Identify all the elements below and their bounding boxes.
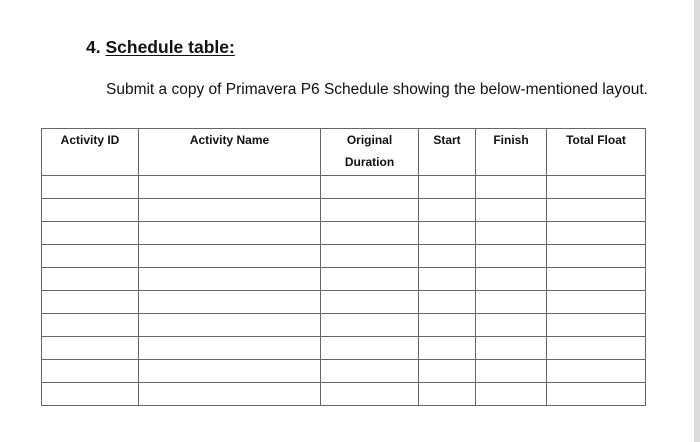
table-cell [139, 176, 321, 199]
column-header-finish: Finish [476, 129, 547, 176]
table-cell [547, 245, 646, 268]
column-header-start: Start [419, 129, 476, 176]
table-cell [139, 268, 321, 291]
table-cell [321, 337, 419, 360]
table-cell [419, 314, 476, 337]
column-header-original-duration: Original Duration [321, 129, 419, 176]
table-cell [42, 337, 139, 360]
table-cell [419, 245, 476, 268]
table-cell [321, 245, 419, 268]
table-cell [419, 291, 476, 314]
table-cell [321, 291, 419, 314]
table-cell [139, 222, 321, 245]
table-cell [321, 314, 419, 337]
table-cell [547, 360, 646, 383]
table-cell [42, 314, 139, 337]
table-cell [419, 222, 476, 245]
table-cell [321, 199, 419, 222]
table-cell [547, 337, 646, 360]
table-cell [419, 199, 476, 222]
table-row [42, 360, 646, 383]
column-header-total-float: Total Float [547, 129, 646, 176]
table-cell [139, 337, 321, 360]
table-cell [476, 222, 547, 245]
table-cell [42, 176, 139, 199]
table-cell [42, 291, 139, 314]
table-cell [419, 268, 476, 291]
table-cell [42, 199, 139, 222]
table-cell [139, 314, 321, 337]
table-row [42, 268, 646, 291]
table-cell [42, 268, 139, 291]
table-cell [42, 383, 139, 406]
table-cell [139, 291, 321, 314]
table-cell [321, 176, 419, 199]
table-cell [547, 199, 646, 222]
table-row [42, 199, 646, 222]
table-cell [547, 268, 646, 291]
column-header-activity-id: Activity ID [42, 129, 139, 176]
table-row [42, 337, 646, 360]
column-header-activity-name: Activity Name [139, 129, 321, 176]
table-cell [476, 337, 547, 360]
table-cell [419, 176, 476, 199]
table-cell [321, 383, 419, 406]
instruction-text: Submit a copy of Primavera P6 Schedule showing the below-mentioned layout. [106, 81, 648, 98]
table-row [42, 383, 646, 406]
table-cell [42, 245, 139, 268]
table-cell [476, 199, 547, 222]
table-cell [321, 268, 419, 291]
header-row [42, 129, 646, 176]
section-heading [86, 37, 235, 58]
table-cell [419, 383, 476, 406]
table-cell [42, 222, 139, 245]
table-body [42, 176, 646, 406]
table-cell [419, 337, 476, 360]
table-cell [476, 314, 547, 337]
table-cell [476, 245, 547, 268]
table-row [42, 245, 646, 268]
table-cell [476, 383, 547, 406]
table-cell [547, 383, 646, 406]
table-cell [139, 245, 321, 268]
table-cell [547, 176, 646, 199]
table-cell [476, 268, 547, 291]
table-cell [476, 360, 547, 383]
table-cell [476, 291, 547, 314]
schedule-table [41, 128, 646, 406]
table-row [42, 176, 646, 199]
table-cell [139, 383, 321, 406]
section-number: 4. [86, 37, 101, 57]
table-row [42, 222, 646, 245]
table-cell [419, 360, 476, 383]
table-cell [139, 360, 321, 383]
table-row [42, 314, 646, 337]
table-cell [547, 314, 646, 337]
table-cell [547, 291, 646, 314]
section-title: Schedule table: [105, 37, 235, 57]
table-row [42, 291, 646, 314]
table-cell [321, 360, 419, 383]
table-cell [476, 176, 547, 199]
table-cell [547, 222, 646, 245]
table-cell [42, 360, 139, 383]
table-cell [139, 199, 321, 222]
table-cell [321, 222, 419, 245]
